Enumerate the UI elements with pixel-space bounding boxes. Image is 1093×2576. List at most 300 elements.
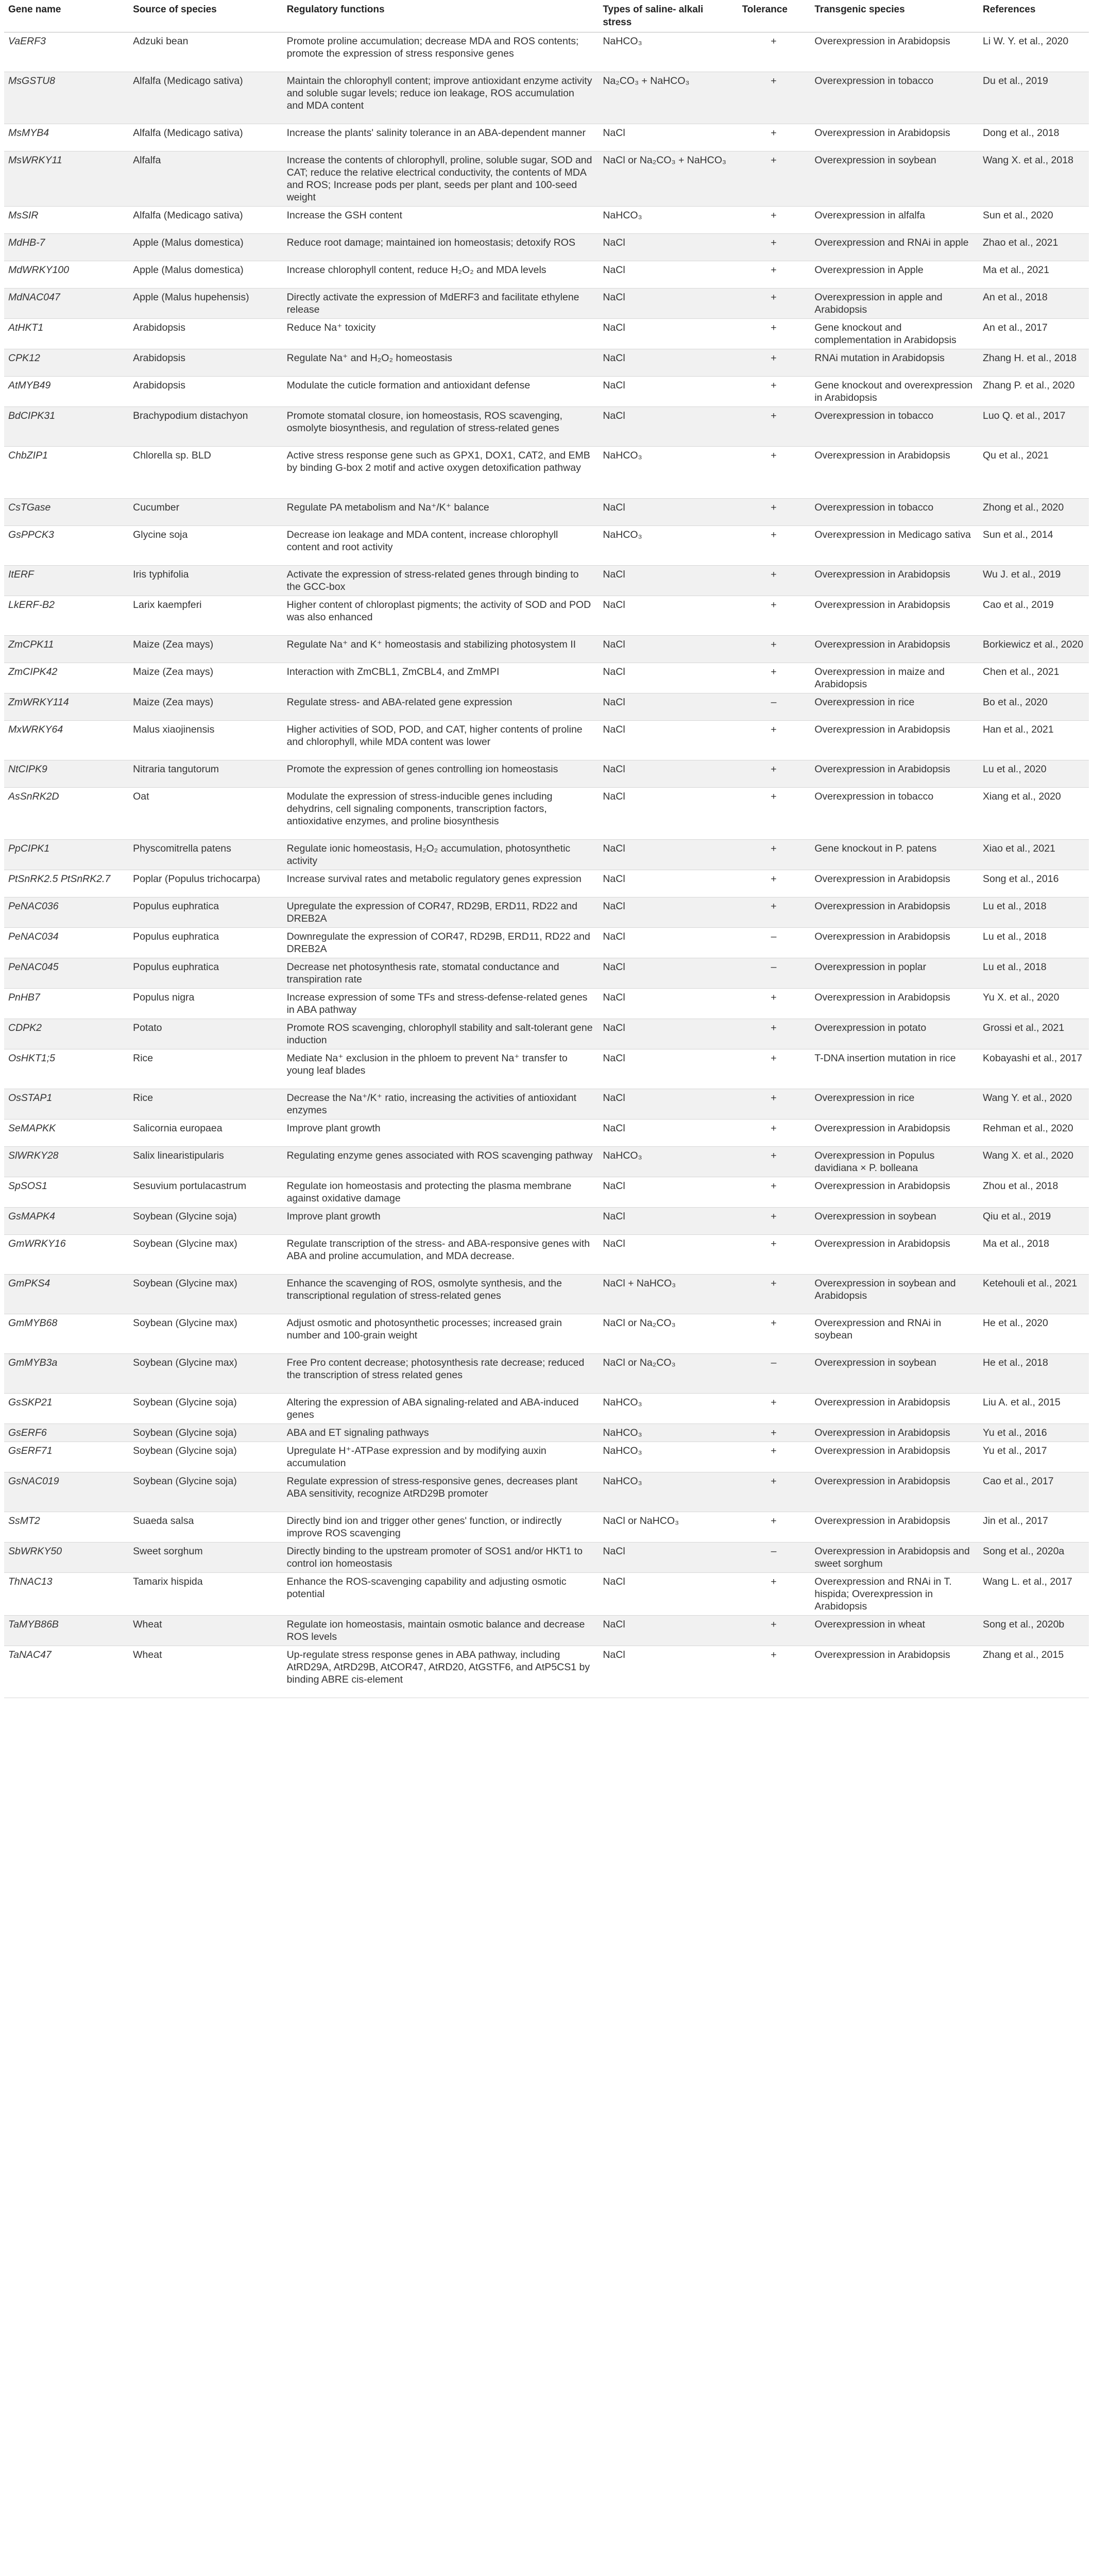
table-header xyxy=(4,0,1089,32)
regulatory-function-cell: Enhance the ROS-scavenging capability and adjusting osmotic potential xyxy=(283,1573,599,1616)
source-species-cell: Apple (Malus domestica) xyxy=(129,261,282,289)
source-species-cell: Larix kaempferi xyxy=(129,596,282,636)
tolerance-cell: + xyxy=(738,1472,811,1512)
regulatory-function-cell: Free Pro content decrease; photosynthesis rate decrease; reduced the transcription of stress related genes xyxy=(283,1354,599,1394)
reference-cell: Kobayashi et al., 2017 xyxy=(979,1049,1089,1089)
gene-name-cell: GmPKS4 xyxy=(4,1275,129,1314)
tolerance-cell: + xyxy=(738,377,811,407)
gene-name-cell: GsSKP21 xyxy=(4,1394,129,1424)
reference-cell: Zhong et al., 2020 xyxy=(979,499,1089,526)
source-species-cell: Populus euphratica xyxy=(129,958,282,989)
transgenic-species-cell: Overexpression and RNAi in apple xyxy=(810,234,979,261)
stress-type-cell: NaHCO₃ xyxy=(599,447,738,499)
regulatory-function-cell: Increase the plants' salinity tolerance in an ABA-dependent manner xyxy=(283,124,599,151)
table-row xyxy=(4,1543,1089,1573)
tolerance-cell: + xyxy=(738,1442,811,1472)
tolerance-cell: + xyxy=(738,636,811,663)
table-row xyxy=(4,1616,1089,1646)
stress-type-cell: NaHCO₃ xyxy=(599,1394,738,1424)
table-row xyxy=(4,447,1089,499)
gene-name-cell: SpSOS1 xyxy=(4,1177,129,1208)
source-species-cell: Soybean (Glycine soja) xyxy=(129,1394,282,1424)
gene-name-cell: MdWRKY100 xyxy=(4,261,129,289)
tolerance-cell: + xyxy=(738,1235,811,1275)
source-species-cell: Salicornia europaea xyxy=(129,1120,282,1147)
reference-cell: Han et al., 2021 xyxy=(979,721,1089,760)
reference-cell: Grossi et al., 2021 xyxy=(979,1019,1089,1049)
reference-cell: Li W. Y. et al., 2020 xyxy=(979,32,1089,72)
tolerance-cell: – xyxy=(738,1354,811,1394)
tolerance-cell: + xyxy=(738,788,811,840)
regulatory-function-cell: Reduce Na⁺ toxicity xyxy=(283,319,599,349)
stress-type-cell: NaCl xyxy=(599,1646,738,1698)
regulatory-function-cell: Increase the GSH content xyxy=(283,207,599,234)
source-species-cell: Arabidopsis xyxy=(129,377,282,407)
transgenic-species-cell: Gene knockout in P. patens xyxy=(810,840,979,870)
tolerance-cell: + xyxy=(738,596,811,636)
regulatory-function-cell: Improve plant growth xyxy=(283,1120,599,1147)
transgenic-species-cell: Overexpression in tobacco xyxy=(810,788,979,840)
source-species-cell: Maize (Zea mays) xyxy=(129,636,282,663)
reference-cell: Rehman et al., 2020 xyxy=(979,1120,1089,1147)
tolerance-cell: + xyxy=(738,1394,811,1424)
transgenic-species-cell: Overexpression in Arabidopsis xyxy=(810,928,979,958)
gene-name-cell: MdNAC047 xyxy=(4,289,129,319)
gene-name-cell: AtHKT1 xyxy=(4,319,129,349)
tolerance-cell: + xyxy=(738,870,811,897)
table-row xyxy=(4,1512,1089,1543)
tolerance-cell: + xyxy=(738,261,811,289)
tolerance-cell: – xyxy=(738,1543,811,1573)
table-row xyxy=(4,1354,1089,1394)
transgenic-species-cell: Overexpression in wheat xyxy=(810,1616,979,1646)
transgenic-species-cell: Overexpression in soybean xyxy=(810,1208,979,1235)
header-source-of-species: Source of species xyxy=(129,0,282,32)
stress-type-cell: NaCl xyxy=(599,407,738,447)
reference-cell: Dong et al., 2018 xyxy=(979,124,1089,151)
stress-type-cell: NaCl xyxy=(599,566,738,596)
stress-type-cell: NaCl or Na₂CO₃ + NaHCO₃ xyxy=(599,151,738,207)
regulatory-function-cell: Directly activate the expression of MdERF3 and facilitate ethylene release xyxy=(283,289,599,319)
transgenic-species-cell: Overexpression in Arabidopsis xyxy=(810,596,979,636)
table-row xyxy=(4,1442,1089,1472)
regulatory-function-cell: Reduce root damage; maintained ion homeostasis; detoxify ROS xyxy=(283,234,599,261)
transgenic-species-cell: Overexpression in tobacco xyxy=(810,499,979,526)
transgenic-species-cell: Overexpression in rice xyxy=(810,693,979,721)
source-species-cell: Maize (Zea mays) xyxy=(129,693,282,721)
reference-cell: Yu et al., 2017 xyxy=(979,1442,1089,1472)
reference-cell: Wang X. et al., 2018 xyxy=(979,151,1089,207)
regulatory-function-cell: Altering the expression of ABA signaling-related and ABA-induced genes xyxy=(283,1394,599,1424)
gene-name-cell: NtCIPK9 xyxy=(4,760,129,788)
stress-type-cell: NaCl + NaHCO₃ xyxy=(599,1275,738,1314)
header-stress-types: Types of saline- alkali stress xyxy=(599,0,738,32)
reference-cell: Ketehouli et al., 2021 xyxy=(979,1275,1089,1314)
stress-type-cell: NaCl xyxy=(599,693,738,721)
regulatory-function-cell: Regulate expression of stress-responsive genes, decreases plant ABA sensitivity, recognize AtRD29B promoter xyxy=(283,1472,599,1512)
tolerance-cell: + xyxy=(738,721,811,760)
tolerance-cell: + xyxy=(738,499,811,526)
transgenic-species-cell: Overexpression in Arabidopsis xyxy=(810,897,979,928)
table-row xyxy=(4,566,1089,596)
gene-name-cell: PeNAC045 xyxy=(4,958,129,989)
gene-name-cell: CDPK2 xyxy=(4,1019,129,1049)
header-references: References xyxy=(979,0,1089,32)
header-tolerance: Tolerance xyxy=(738,0,811,32)
transgenic-species-cell: Overexpression in Arabidopsis and sweet sorghum xyxy=(810,1543,979,1573)
stress-type-cell: NaCl xyxy=(599,1573,738,1616)
gene-name-cell: MdHB-7 xyxy=(4,234,129,261)
stress-type-cell: NaCl xyxy=(599,928,738,958)
source-species-cell: Alfalfa (Medicago sativa) xyxy=(129,124,282,151)
regulatory-function-cell: Enhance the scavenging of ROS, osmolyte synthesis, and the transcriptional regulation of stress-related genes xyxy=(283,1275,599,1314)
tolerance-cell: + xyxy=(738,1019,811,1049)
tolerance-cell: + xyxy=(738,760,811,788)
tolerance-cell: + xyxy=(738,840,811,870)
table-row xyxy=(4,526,1089,566)
table-row xyxy=(4,1275,1089,1314)
regulatory-function-cell: Mediate Na⁺ exclusion in the phloem to prevent Na⁺ transfer to young leaf blades xyxy=(283,1049,599,1089)
regulatory-function-cell: Higher activities of SOD, POD, and CAT, higher contents of proline and chlorophyll, while MDA content was lower xyxy=(283,721,599,760)
tolerance-cell: + xyxy=(738,1089,811,1120)
gene-name-cell: PeNAC036 xyxy=(4,897,129,928)
source-species-cell: Alfalfa (Medicago sativa) xyxy=(129,72,282,124)
header-transgenic-species: Transgenic species xyxy=(810,0,979,32)
table-row xyxy=(4,721,1089,760)
tolerance-cell: + xyxy=(738,1120,811,1147)
regulatory-function-cell: Regulate ion homeostasis, maintain osmotic balance and decrease ROS levels xyxy=(283,1616,599,1646)
reference-cell: Sun et al., 2014 xyxy=(979,526,1089,566)
regulatory-function-cell: Regulate Na⁺ and H₂O₂ homeostasis xyxy=(283,349,599,377)
regulatory-function-cell: Increase chlorophyll content, reduce H₂O₂ and MDA levels xyxy=(283,261,599,289)
source-species-cell: Suaeda salsa xyxy=(129,1512,282,1543)
reference-cell: Wang X. et al., 2020 xyxy=(979,1147,1089,1177)
source-species-cell: Alfalfa xyxy=(129,151,282,207)
gene-name-cell: ZmCIPK42 xyxy=(4,663,129,693)
source-species-cell: Sesuvium portulacastrum xyxy=(129,1177,282,1208)
source-species-cell: Physcomitrella patens xyxy=(129,840,282,870)
reference-cell: An et al., 2017 xyxy=(979,319,1089,349)
stress-type-cell: NaCl xyxy=(599,870,738,897)
table-row xyxy=(4,1235,1089,1275)
stress-type-cell: NaCl xyxy=(599,840,738,870)
regulatory-function-cell: Adjust osmotic and photosynthetic processes; increased grain number and 100-grain weight xyxy=(283,1314,599,1354)
reference-cell: Ma et al., 2021 xyxy=(979,261,1089,289)
regulatory-function-cell: Promote ROS scavenging, chlorophyll stability and salt-tolerant gene induction xyxy=(283,1019,599,1049)
gene-name-cell: CPK12 xyxy=(4,349,129,377)
reference-cell: Lu et al., 2020 xyxy=(979,760,1089,788)
regulatory-function-cell: Increase the contents of chlorophyll, proline, soluble sugar, SOD and CAT; reduce the relative electrical conductivity, the contents of MDA and ROS; Increase pods per plant, seeds per plant and 100-seed weight xyxy=(283,151,599,207)
table-row xyxy=(4,1424,1089,1442)
gene-name-cell: MxWRKY64 xyxy=(4,721,129,760)
stress-type-cell: NaCl xyxy=(599,1208,738,1235)
gene-name-cell: AsSnRK2D xyxy=(4,788,129,840)
reference-cell: Luo Q. et al., 2017 xyxy=(979,407,1089,447)
table-row xyxy=(4,234,1089,261)
gene-name-cell: PeNAC034 xyxy=(4,928,129,958)
tolerance-cell: + xyxy=(738,1208,811,1235)
transgenic-species-cell: Overexpression in Arabidopsis xyxy=(810,566,979,596)
regulatory-function-cell: Regulate transcription of the stress- and ABA-responsive genes with ABA and proline accumulation, and MDA decrease. xyxy=(283,1235,599,1275)
table-row xyxy=(4,1120,1089,1147)
tolerance-cell: + xyxy=(738,319,811,349)
transgenic-species-cell: Overexpression in Arabidopsis xyxy=(810,636,979,663)
gene-name-cell: LkERF-B2 xyxy=(4,596,129,636)
regulatory-function-cell: ABA and ET signaling pathways xyxy=(283,1424,599,1442)
regulatory-function-cell: Up-regulate stress response genes in ABA pathway, including AtRD29A, AtRD29B, AtCOR47, AtRD20, AtGSTF6, and AtP5CS1 by binding ABRE cis-element xyxy=(283,1646,599,1698)
gene-name-cell: GmMYB3a xyxy=(4,1354,129,1394)
source-species-cell: Sweet sorghum xyxy=(129,1543,282,1573)
source-species-cell: Soybean (Glycine soja) xyxy=(129,1424,282,1442)
transgenic-species-cell: Overexpression in Medicago sativa xyxy=(810,526,979,566)
tolerance-cell: + xyxy=(738,1049,811,1089)
table-row xyxy=(4,1019,1089,1049)
transgenic-species-cell: Overexpression and RNAi in soybean xyxy=(810,1314,979,1354)
tolerance-cell: + xyxy=(738,1424,811,1442)
table-row xyxy=(4,788,1089,840)
tolerance-cell: + xyxy=(738,1646,811,1698)
table-row xyxy=(4,1394,1089,1424)
reference-cell: An et al., 2018 xyxy=(979,289,1089,319)
table-row xyxy=(4,958,1089,989)
source-species-cell: Arabidopsis xyxy=(129,349,282,377)
stress-type-cell: NaCl xyxy=(599,1616,738,1646)
stress-type-cell: NaHCO₃ xyxy=(599,1472,738,1512)
gene-name-cell: GsERF71 xyxy=(4,1442,129,1472)
table-row xyxy=(4,636,1089,663)
transgenic-species-cell: Overexpression in Arabidopsis xyxy=(810,721,979,760)
transgenic-species-cell: Overexpression in Arabidopsis xyxy=(810,32,979,72)
source-species-cell: Rice xyxy=(129,1049,282,1089)
transgenic-species-cell: Overexpression in tobacco xyxy=(810,407,979,447)
tolerance-cell: + xyxy=(738,289,811,319)
tolerance-cell: + xyxy=(738,1147,811,1177)
gene-name-cell: AtMYB49 xyxy=(4,377,129,407)
gene-name-cell: VaERF3 xyxy=(4,32,129,72)
gene-name-cell: ThNAC13 xyxy=(4,1573,129,1616)
transgenic-species-cell: Overexpression in rice xyxy=(810,1089,979,1120)
table-row xyxy=(4,151,1089,207)
table-row xyxy=(4,870,1089,897)
transgenic-species-cell: Overexpression in Arabidopsis xyxy=(810,1424,979,1442)
source-species-cell: Soybean (Glycine max) xyxy=(129,1275,282,1314)
source-species-cell: Glycine soja xyxy=(129,526,282,566)
reference-cell: Wang L. et al., 2017 xyxy=(979,1573,1089,1616)
transgenic-species-cell: Overexpression in Arabidopsis xyxy=(810,760,979,788)
tolerance-cell: + xyxy=(738,1177,811,1208)
source-species-cell: Populus euphratica xyxy=(129,928,282,958)
source-species-cell: Rice xyxy=(129,1089,282,1120)
stress-type-cell: NaCl or Na₂CO₃ xyxy=(599,1354,738,1394)
reference-cell: Song et al., 2020a xyxy=(979,1543,1089,1573)
source-species-cell: Apple (Malus domestica) xyxy=(129,234,282,261)
table-row xyxy=(4,663,1089,693)
stress-type-cell: NaCl xyxy=(599,1089,738,1120)
tolerance-cell: – xyxy=(738,928,811,958)
transgenic-species-cell: Overexpression in alfalfa xyxy=(810,207,979,234)
gene-name-cell: GsPPCK3 xyxy=(4,526,129,566)
transgenic-species-cell: Overexpression in Arabidopsis xyxy=(810,989,979,1019)
tolerance-cell: + xyxy=(738,1616,811,1646)
table-row xyxy=(4,693,1089,721)
tolerance-cell: – xyxy=(738,958,811,989)
reference-cell: Zhang et al., 2015 xyxy=(979,1646,1089,1698)
transgenic-species-cell: Gene knockout and overexpression in Arabidopsis xyxy=(810,377,979,407)
gene-name-cell: MsWRKY11 xyxy=(4,151,129,207)
reference-cell: Zhao et al., 2021 xyxy=(979,234,1089,261)
stress-type-cell: NaHCO₃ xyxy=(599,32,738,72)
source-species-cell: Potato xyxy=(129,1019,282,1049)
gene-name-cell: PnHB7 xyxy=(4,989,129,1019)
tolerance-cell: + xyxy=(738,897,811,928)
regulatory-function-cell: Directly bind ion and trigger other genes' function, or indirectly improve ROS scavenging xyxy=(283,1512,599,1543)
table-row xyxy=(4,1208,1089,1235)
transgenic-species-cell: Overexpression in Arabidopsis xyxy=(810,1394,979,1424)
gene-name-cell: GmMYB68 xyxy=(4,1314,129,1354)
regulatory-function-cell: Regulate Na⁺ and K⁺ homeostasis and stabilizing photosystem II xyxy=(283,636,599,663)
stress-type-cell: NaCl xyxy=(599,319,738,349)
source-species-cell: Salix linearistipularis xyxy=(129,1147,282,1177)
gene-name-cell: ZmCPK11 xyxy=(4,636,129,663)
table-row xyxy=(4,124,1089,151)
reference-cell: Wang Y. et al., 2020 xyxy=(979,1089,1089,1120)
source-species-cell: Chlorella sp. BLD xyxy=(129,447,282,499)
source-species-cell: Iris typhifolia xyxy=(129,566,282,596)
stress-type-cell: NaHCO₃ xyxy=(599,1147,738,1177)
tolerance-cell: + xyxy=(738,32,811,72)
gene-table xyxy=(4,0,1089,1698)
source-species-cell: Soybean (Glycine soja) xyxy=(129,1442,282,1472)
tolerance-cell: + xyxy=(738,151,811,207)
stress-type-cell: NaCl xyxy=(599,234,738,261)
source-species-cell: Wheat xyxy=(129,1646,282,1698)
tolerance-cell: + xyxy=(738,124,811,151)
regulatory-function-cell: Increase survival rates and metabolic regulatory genes expression xyxy=(283,870,599,897)
regulatory-function-cell: Directly binding to the upstream promoter of SOS1 and/or HKT1 to control ion homeostasis xyxy=(283,1543,599,1573)
gene-name-cell: ChbZIP1 xyxy=(4,447,129,499)
regulatory-function-cell: Promote the expression of genes controlling ion homeostasis xyxy=(283,760,599,788)
gene-name-cell: CsTGase xyxy=(4,499,129,526)
transgenic-species-cell: Overexpression in maize and Arabidopsis xyxy=(810,663,979,693)
tolerance-cell: + xyxy=(738,1314,811,1354)
regulatory-function-cell: Promote stomatal closure, ion homeostasis, ROS scavenging, osmolyte biosynthesis, and regulation of stress-related genes xyxy=(283,407,599,447)
gene-name-cell: PtSnRK2.5 PtSnRK2.7 xyxy=(4,870,129,897)
table-row xyxy=(4,1049,1089,1089)
regulatory-function-cell: Higher content of chloroplast pigments; the activity of SOD and POD was also enhanced xyxy=(283,596,599,636)
table-row xyxy=(4,989,1089,1019)
source-species-cell: Soybean (Glycine soja) xyxy=(129,1472,282,1512)
stress-type-cell: NaCl xyxy=(599,1177,738,1208)
table-row xyxy=(4,377,1089,407)
table-body xyxy=(4,32,1089,1698)
regulatory-function-cell: Upregulate the expression of COR47, RD29B, ERD11, RD22 and DREB2A xyxy=(283,897,599,928)
gene-name-cell: ItERF xyxy=(4,566,129,596)
source-species-cell: Arabidopsis xyxy=(129,319,282,349)
source-species-cell: Poplar (Populus trichocarpa) xyxy=(129,870,282,897)
stress-type-cell: NaCl xyxy=(599,663,738,693)
stress-type-cell: NaHCO₃ xyxy=(599,526,738,566)
table-row xyxy=(4,1646,1089,1698)
gene-name-cell: OsSTAP1 xyxy=(4,1089,129,1120)
table-row xyxy=(4,928,1089,958)
source-species-cell: Populus nigra xyxy=(129,989,282,1019)
regulatory-function-cell: Maintain the chlorophyll content; improve antioxidant enzyme activity and soluble sugar levels; reduce ion leakage, ROS accumulation and MDA content xyxy=(283,72,599,124)
regulatory-function-cell: Downregulate the expression of COR47, RD29B, ERD11, RD22 and DREB2A xyxy=(283,928,599,958)
transgenic-species-cell: Overexpression in Arabidopsis xyxy=(810,1512,979,1543)
table-row xyxy=(4,840,1089,870)
reference-cell: Yu et al., 2016 xyxy=(979,1424,1089,1442)
table-row xyxy=(4,596,1089,636)
source-species-cell: Wheat xyxy=(129,1616,282,1646)
stress-type-cell: NaCl xyxy=(599,760,738,788)
source-species-cell: Nitraria tangutorum xyxy=(129,760,282,788)
stress-type-cell: NaCl xyxy=(599,897,738,928)
tolerance-cell: + xyxy=(738,349,811,377)
regulatory-function-cell: Regulate PA metabolism and Na⁺/K⁺ balance xyxy=(283,499,599,526)
stress-type-cell: NaCl xyxy=(599,289,738,319)
transgenic-species-cell: Overexpression in soybean and Arabidopsis xyxy=(810,1275,979,1314)
reference-cell: Song et al., 2020b xyxy=(979,1616,1089,1646)
stress-type-cell: NaCl xyxy=(599,596,738,636)
reference-cell: Zhang H. et al., 2018 xyxy=(979,349,1089,377)
source-species-cell: Adzuki bean xyxy=(129,32,282,72)
stress-type-cell: NaCl xyxy=(599,1049,738,1089)
regulatory-function-cell: Regulate ionic homeostasis, H₂O₂ accumulation, photosynthetic activity xyxy=(283,840,599,870)
table-row xyxy=(4,407,1089,447)
table-row xyxy=(4,349,1089,377)
source-species-cell: Soybean (Glycine max) xyxy=(129,1314,282,1354)
stress-type-cell: NaCl xyxy=(599,636,738,663)
reference-cell: Jin et al., 2017 xyxy=(979,1512,1089,1543)
transgenic-species-cell: Overexpression in soybean xyxy=(810,1354,979,1394)
table-row xyxy=(4,207,1089,234)
transgenic-species-cell: Overexpression in soybean xyxy=(810,151,979,207)
gene-name-cell: PpCIPK1 xyxy=(4,840,129,870)
gene-name-cell: SlWRKY28 xyxy=(4,1147,129,1177)
stress-type-cell: NaHCO₃ xyxy=(599,1442,738,1472)
transgenic-species-cell: Overexpression in Populus davidiana × P. bolleana xyxy=(810,1147,979,1177)
transgenic-species-cell: Overexpression in poplar xyxy=(810,958,979,989)
reference-cell: Lu et al., 2018 xyxy=(979,958,1089,989)
table-row xyxy=(4,289,1089,319)
gene-name-cell: GsMAPK4 xyxy=(4,1208,129,1235)
source-species-cell: Oat xyxy=(129,788,282,840)
gene-name-cell: MsMYB4 xyxy=(4,124,129,151)
tolerance-cell: – xyxy=(738,693,811,721)
stress-type-cell: NaCl or NaHCO₃ xyxy=(599,1512,738,1543)
regulatory-function-cell: Active stress response gene such as GPX1, DOX1, CAT2, and EMB by binding G-box 2 motif and active oxygen detoxification pathway xyxy=(283,447,599,499)
reference-cell: Zhou et al., 2018 xyxy=(979,1177,1089,1208)
reference-cell: Ma et al., 2018 xyxy=(979,1235,1089,1275)
table-row xyxy=(4,1089,1089,1120)
gene-name-cell: GsNAC019 xyxy=(4,1472,129,1512)
source-species-cell: Malus xiaojinensis xyxy=(129,721,282,760)
transgenic-species-cell: Overexpression in Arabidopsis xyxy=(810,1442,979,1472)
stress-type-cell: NaCl xyxy=(599,1235,738,1275)
reference-cell: Chen et al., 2021 xyxy=(979,663,1089,693)
transgenic-species-cell: Overexpression in Arabidopsis xyxy=(810,447,979,499)
source-species-cell: Soybean (Glycine max) xyxy=(129,1235,282,1275)
stress-type-cell: NaCl xyxy=(599,349,738,377)
regulatory-function-cell: Modulate the expression of stress-inducible genes including dehydrins, cell signaling components, transcription factors, antioxidative enzymes, and proline biosynthesis xyxy=(283,788,599,840)
source-species-cell: Brachypodium distachyon xyxy=(129,407,282,447)
table-row xyxy=(4,1147,1089,1177)
regulatory-function-cell: Regulate stress- and ABA-related gene expression xyxy=(283,693,599,721)
source-species-cell: Soybean (Glycine soja) xyxy=(129,1208,282,1235)
reference-cell: Song et al., 2016 xyxy=(979,870,1089,897)
table-row xyxy=(4,897,1089,928)
reference-cell: Liu A. et al., 2015 xyxy=(979,1394,1089,1424)
